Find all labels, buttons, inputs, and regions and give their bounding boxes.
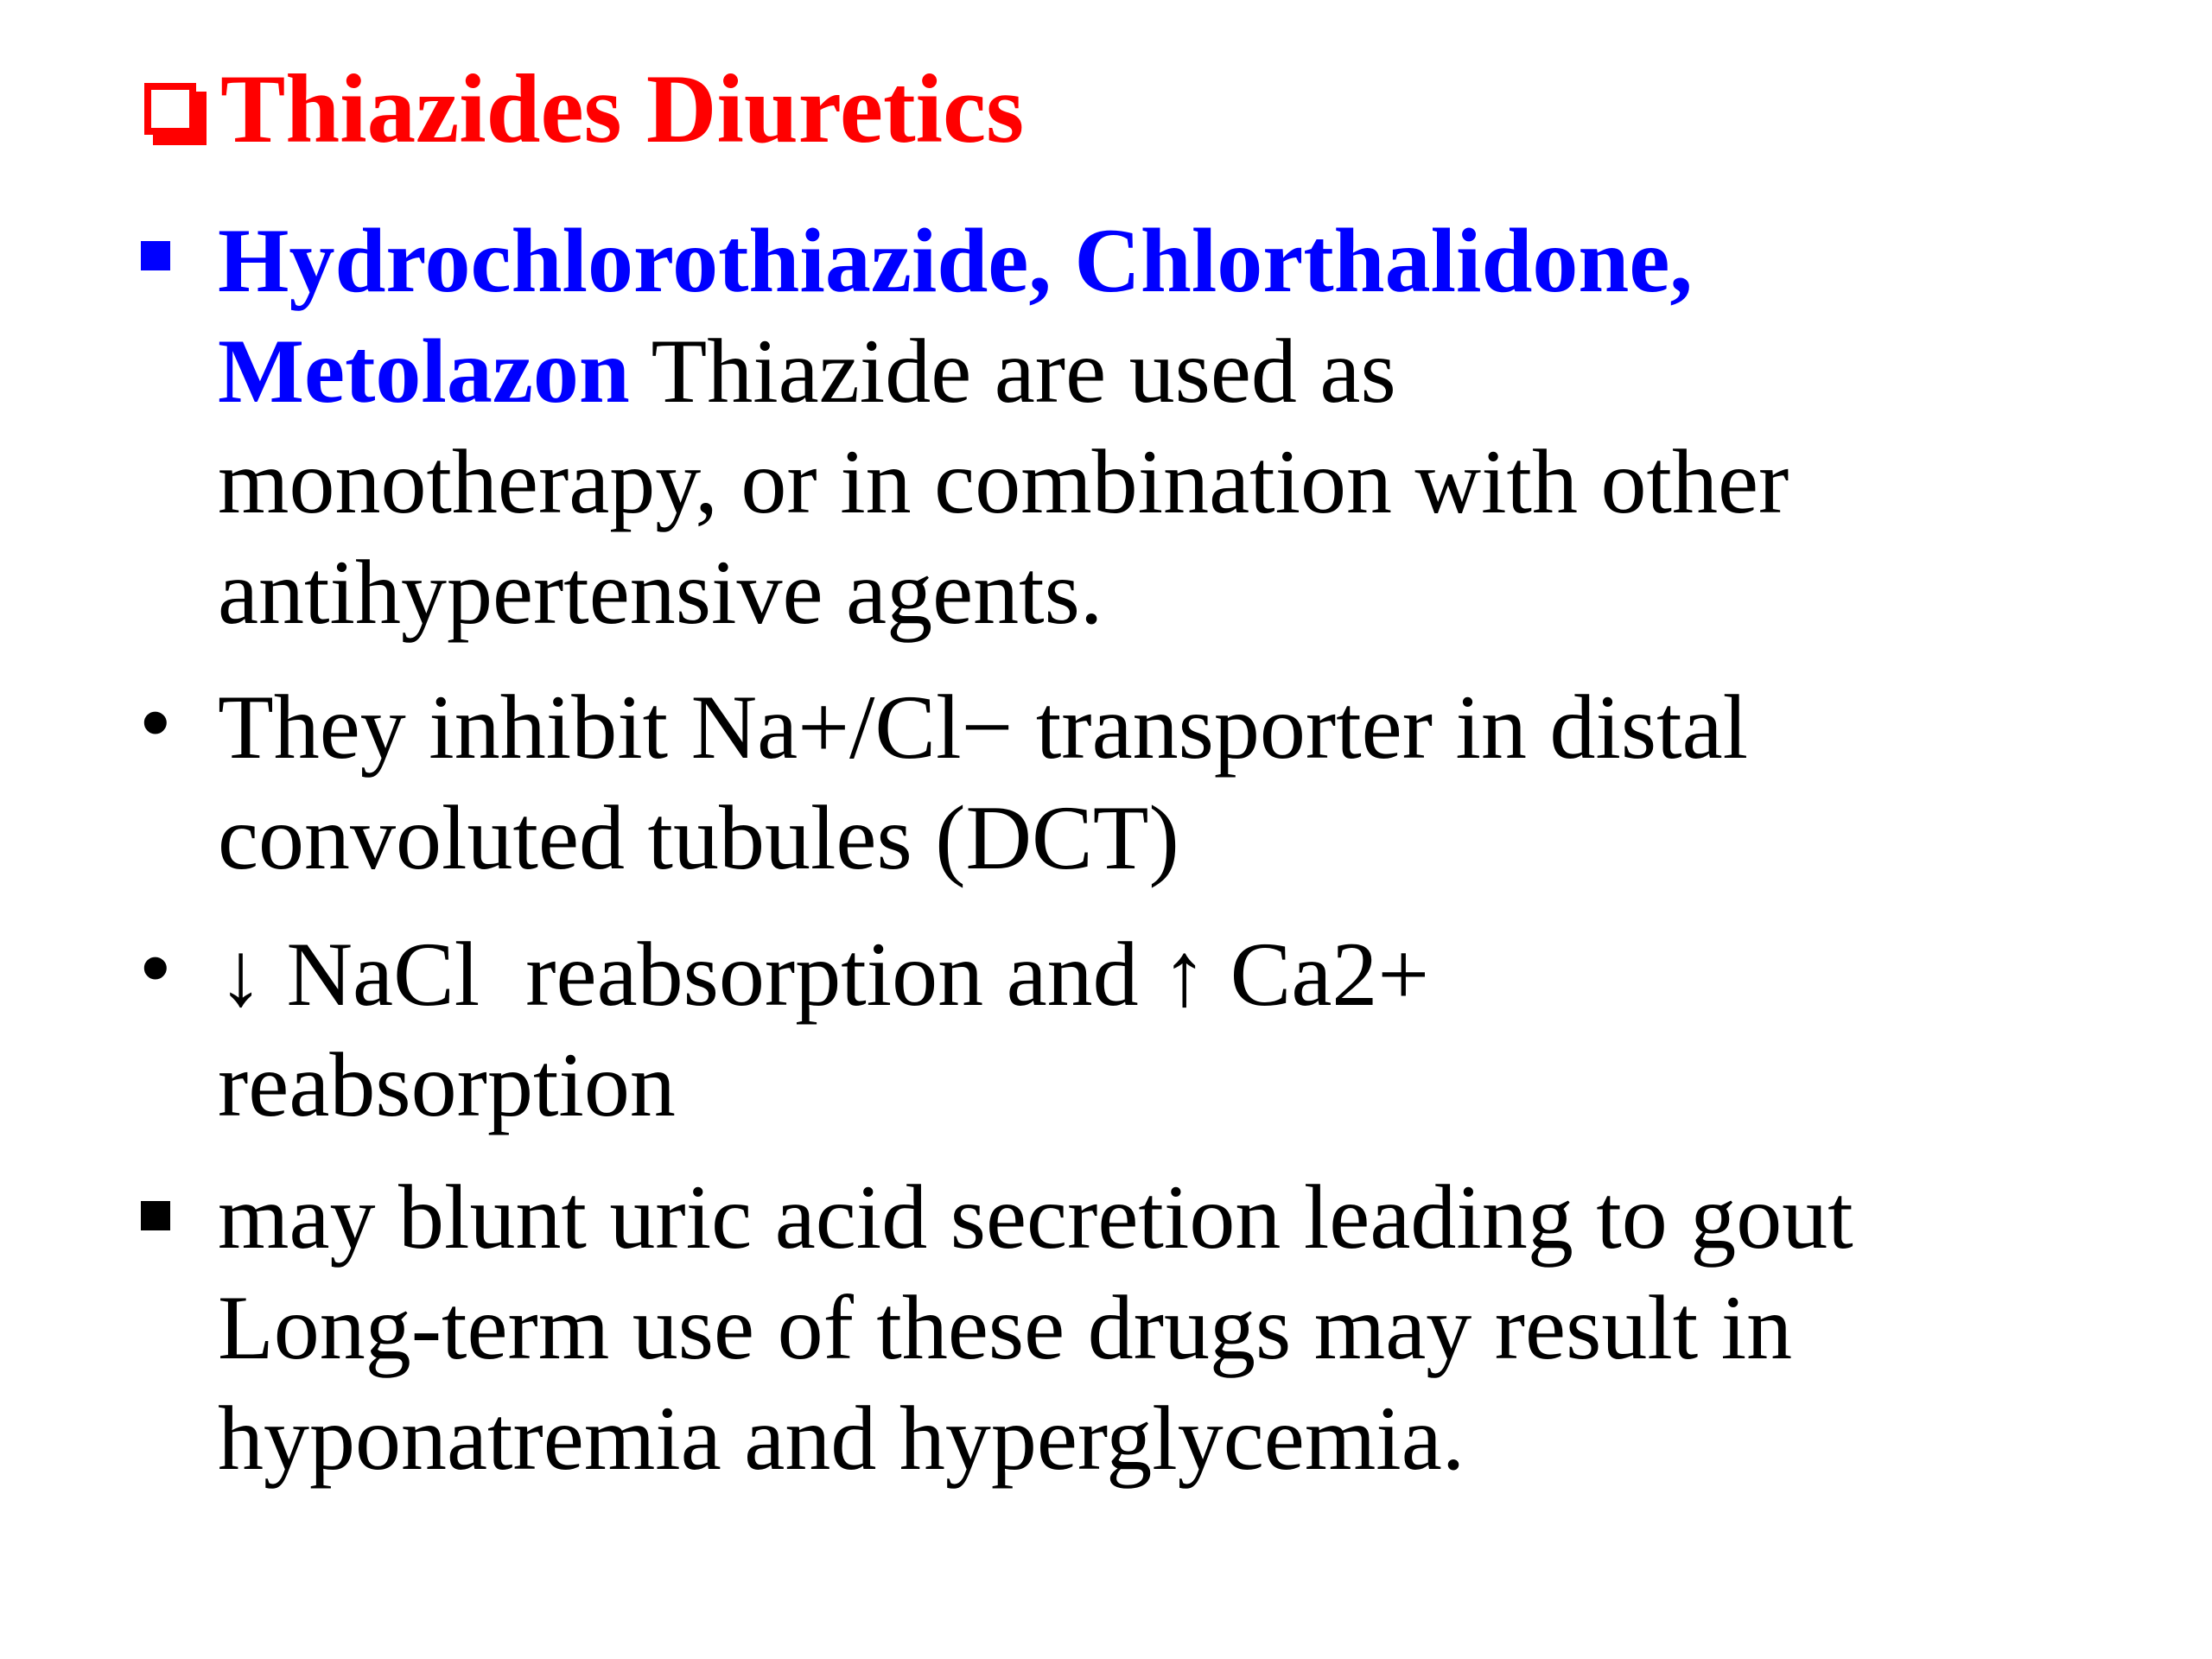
bullet-line-text: Long-term use of these drugs may result in — [218, 1277, 1793, 1378]
round-bullet-icon: • — [141, 676, 170, 768]
bullet-line — [218, 206, 2145, 316]
square-bullet-icon — [141, 241, 170, 270]
drug-names: Metolazon — [218, 321, 630, 422]
bullet-line — [218, 316, 2145, 427]
bullet-text — [218, 672, 2145, 893]
bullet-line-text: antihypertensive agents. — [218, 542, 1103, 643]
bullet-line-text: monotherapy, or in combination with other — [218, 431, 1789, 532]
bullet-text — [218, 1162, 2145, 1494]
round-bullet-icon: • — [141, 921, 170, 1014]
bullet-line-text: They inhibit Na+/Cl− transporter in distal — [218, 677, 1749, 778]
drug-names: Hydrochlorothiazide, Chlorthalidone, — [218, 210, 1693, 311]
bullet-line-text: convoluted tubules (DCT) — [218, 787, 1179, 888]
bullet-text — [218, 206, 2145, 648]
bullet-line-text: Thiazide are used as — [629, 321, 1396, 422]
bullet-line-text: ↓ NaCl reabsorption and ↑ Ca2+ — [218, 924, 1430, 1025]
slide-title-text: Thiazides Diuretics — [220, 55, 1025, 163]
bullet-line-text: hyponatremia and hyperglycemia. — [218, 1388, 1465, 1489]
bullet-line-text: may blunt uric acid secretion leading to gout — [218, 1166, 1853, 1268]
bullet-line-text: reabsorption — [218, 1034, 676, 1135]
square-bullet-icon — [141, 1201, 170, 1230]
bullet-text — [218, 919, 2145, 1141]
